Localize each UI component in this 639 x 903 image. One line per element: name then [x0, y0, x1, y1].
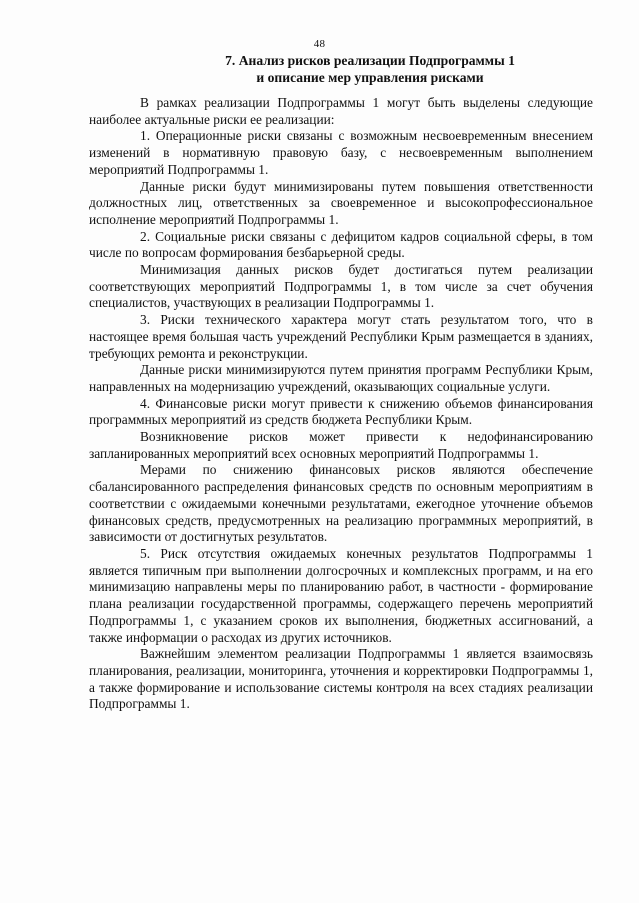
paragraph-intro: В рамках реализации Подпрограммы 1 могут быть выделены следующие наиболее актуальные риски ее реализации: [89, 95, 593, 127]
paragraph-key-element: Важнейшим элементом реализации Подпрограммы 1 является взаимосвязь планирования, реализации, мониторинга, уточнения и корректировки Подпрограммы 1, а также формирование и использование системы контроля на всех стадиях реализации Подпрограммы 1. [89, 646, 593, 712]
page-number: 48 [313, 38, 326, 50]
paragraph-operational-risks: 1. Операционные риски связаны с возможным несвоевременным внесением изменений в нормативную правовую базу, с несвоевременным выполнением мероприятий Подпрограммы 1. [89, 128, 593, 177]
paragraph-technical-mitigation: Данные риски минимизируются путем принятия программ Республики Крым, направленных на модернизацию учреждений, оказывающих социальные услуги. [89, 362, 593, 394]
heading-line-2: и описание мер управления рисками [256, 70, 484, 85]
heading-line-1: 7. Анализ рисков реализации Подпрограммы 1 [225, 53, 515, 68]
body-text [89, 95, 593, 713]
paragraph-technical-risks: 3. Риски технического характера могут стать результатом того, что в настоящее время большая часть учреждений Республики Крым размещается в зданиях, требующих ремонта и реконструкции. [89, 312, 593, 361]
section-heading [150, 52, 590, 86]
paragraph-social-risks: 2. Социальные риски связаны с дефицитом кадров социальной сферы, в том числе по вопросам формирования безбарьерной среды. [89, 228, 593, 261]
paragraph-results-risk: 5. Риск отсутствия ожидаемых конечных результатов Подпрограммы 1 является типичным при выполнении долгосрочных и комплексных программ, и на его минимизацию направлены меры по планированию работ, в частности - формирование плана реализации государственной программы, содержащего перечень мероприятий Подпрограммы 1, с указанием сроков их выполнения, бюджетных ассигнований, а также информации о расходах из других источников. [89, 545, 593, 645]
paragraph-social-mitigation: Минимизация данных рисков будет достигаться путем реализации соответствующих мероприятий Подпрограммы 1, в том числе за счет обучения специалистов, участвующих в реализации Подпрограммы 1. [89, 262, 593, 311]
paragraph-operational-mitigation: Данные риски будут минимизированы путем повышения ответственности должностных лиц, ответственных за своевременное и высокопрофессиональное исполнение мероприятий Подпрограммы 1. [89, 178, 593, 227]
paragraph-financial-risks: 4. Финансовые риски могут привести к снижению объемов финансирования программных мероприятий из средств бюджета Республики Крым. [89, 395, 593, 428]
paragraph-financial-mitigation: Мерами по снижению финансовых рисков являются обеспечение сбалансированного распределения финансовых средств по основным мероприятиям в соответствии с ожидаемыми конечными результатами, ежегодное уточнение объемов финансовых средств, предусмотренных на реализацию программных мероприятий, в зависимости от достигнутых результатов. [89, 462, 593, 545]
paragraph-underfunding: Возникновение рисков может привести к недофинансированию запланированных мероприятий всех основных мероприятий Подпрограммы 1. [89, 429, 593, 461]
